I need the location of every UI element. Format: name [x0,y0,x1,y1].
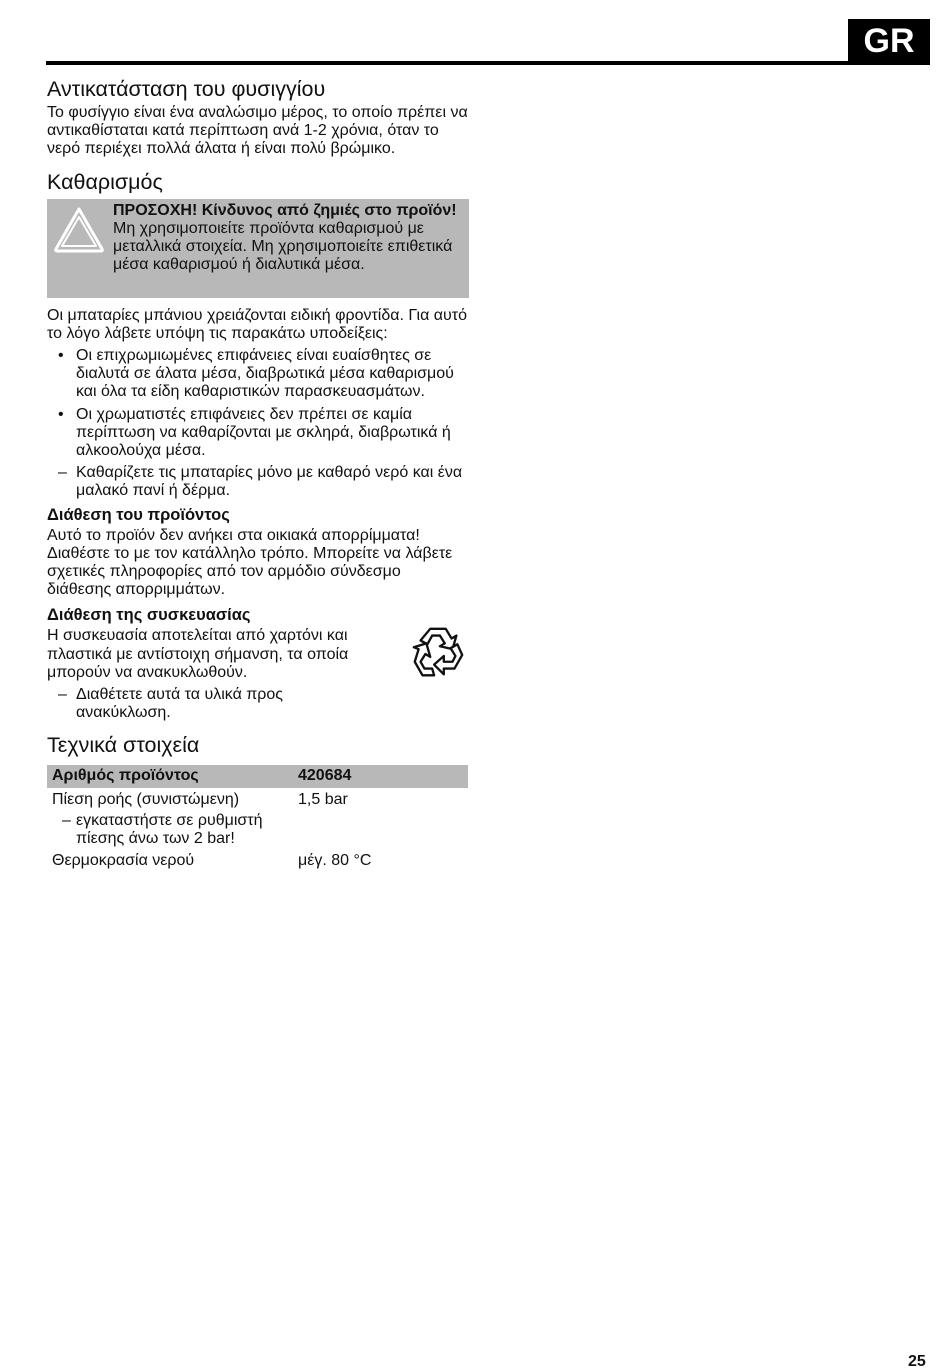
packaging-dash-item [47,686,376,722]
warning-triangle-icon [53,207,105,253]
dash-marker: – [58,686,67,704]
replace-cartridge-text: Το φυσίγγιο είναι ένα αναλώσιμο μέρος, το οποίο πρέπει να αντικαθίσταται κατά περίπτωση ανά 1-2 χρόνια, όταν το νερό περιέχει πολλά άλατα ή είναι πολύ βρώμικο. [47,104,468,158]
table-row [47,788,468,809]
heading-replace-cartridge: Αντικατάσταση του φυσιγγίου [47,77,326,101]
row-label: Θερμοκρασία νερού [52,852,195,870]
warning-body: Μη χρησιμοποιείτε προϊόντα καθαρισμού με μεταλλικά στοιχεία. Μη χρησιμοποιείτε επιθετικά μέσα καθαρισμού ή διαλυτικά μέσα. [113,219,453,274]
technical-data-table [47,765,468,870]
packaging-dash-text: Διαθέτετε αυτά τα υλικά προς ανακύκλωση. [76,686,284,722]
warning-bold: ΠΡΟΣΟΧΗ! Κίνδυνος από ζημιές στο προϊόν! [113,201,457,219]
dash-marker: – [62,811,71,829]
list-item [47,406,469,461]
product-number-value: 420684 [293,765,468,787]
bullet-marker: • [58,347,64,365]
table-row [47,848,468,870]
heading-packaging-disposal: Διάθεση της συσκευασίας [47,606,251,625]
table-row [47,809,468,848]
packaging-text: Η συσκευασία αποτελείται από χαρτόνι και πλαστικά με αντίστοιχη σήμανση, τα οποία μπορούν να ανακυκλωθούν. [47,627,349,681]
row-label [47,809,293,848]
packaging-block [47,627,469,722]
heading-product-disposal: Διάθεση του προϊόντος [47,505,230,524]
row-value [293,809,468,848]
page-number: 25 [908,1353,926,1370]
dash-marker: – [58,464,67,482]
content-column [47,76,469,870]
row-label: Πίεση ροής (συνιστώμενη) [52,790,240,808]
sub-note-text: εγκαταστήστε σε ρυθμιστή πίεσης άνω των 2 bar! [76,811,263,848]
bullet-marker: • [58,405,64,423]
product-number-label: Αριθμός προϊόντος [47,765,293,787]
recycle-icon [407,623,469,685]
list-item-text: Οι χρωματιστές επιφάνειες δεν πρέπει σε καμία περίπτωση να καθαρίζονται με σκληρά, διαβρωτικά ή αλκοολούχα μέσα. [76,405,451,460]
list-item [47,347,469,402]
cleaning-list [47,347,469,501]
heading-technical-data: Τεχνικά στοιχεία [47,733,200,758]
warning-text [113,202,465,275]
sub-note [52,812,293,848]
language-tab: GR [848,19,930,63]
row-value: μέγ. 80 °C [298,852,372,870]
table-header-row [47,765,468,787]
list-item-text: Οι επιχρωμιωμένες επιφάνειες είναι ευαίσθητες σε διαλυτά σε άλατα μέσα, διαβρωτικά μέσα καθαρισμού και όλα τα είδη καθαριστικών παρασκευασμάτων. [76,347,454,401]
cleaning-intro: Οι μπαταρίες μπάνιου χρειάζονται ειδική φροντίδα. Για αυτό το λόγο λάβετε υπόψη τις παρακάτω υποδείξεις: [47,306,467,342]
list-item [47,464,469,500]
row-value: 1,5 bar [298,790,348,808]
header-rule [46,61,930,65]
heading-cleaning: Καθαρισμός [47,169,163,194]
product-disposal-text: Αυτό το προϊόν δεν ανήκει στα οικιακά απορρίμματα! Διαθέστε το με τον κατάλληλο τρόπο. Μπορείτε να λάβετε σχετικές πληροφορίες από τον αρμόδιο σύνδεσμο διάθεσης απορριμμάτων. [47,526,453,599]
warning-box [47,199,469,298]
list-item-text: Καθαρίζετε τις μπαταρίες μόνο με καθαρό νερό και ένα μαλακό πανί ή δέρμα. [76,464,463,500]
